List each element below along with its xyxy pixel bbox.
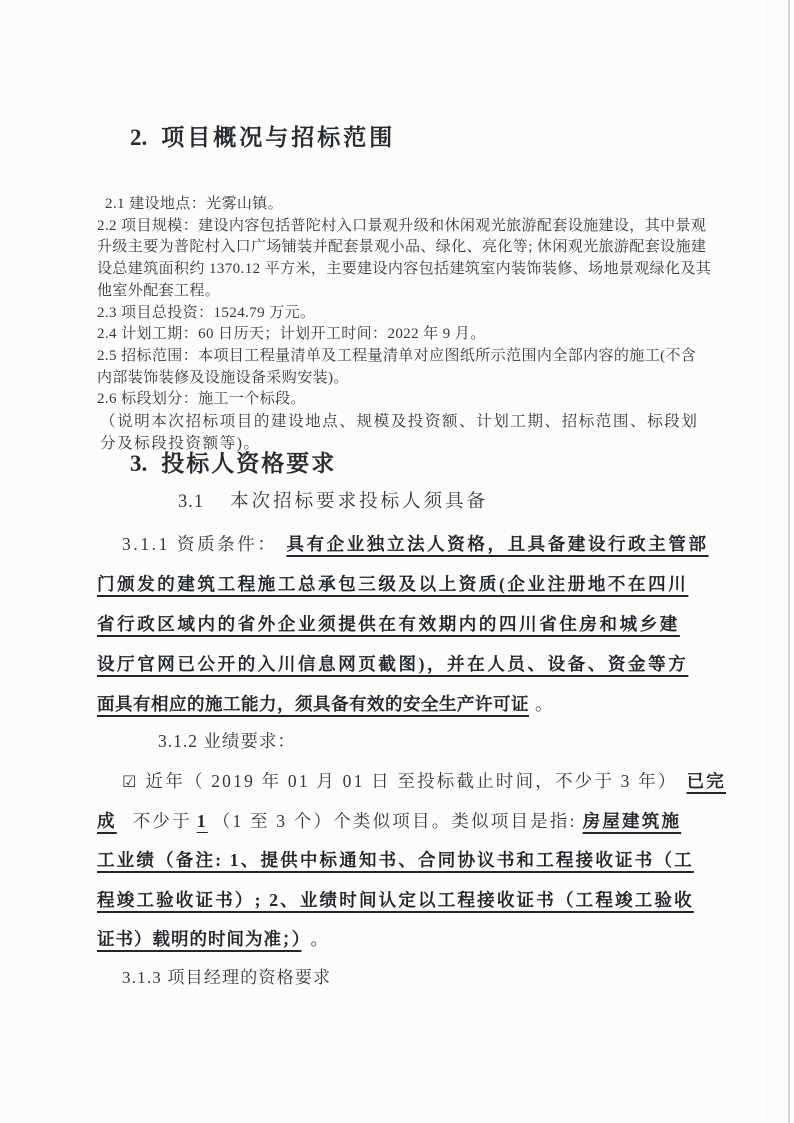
paragraph-line: 2.3 项目总投资：1524.79 万元。 bbox=[97, 304, 316, 321]
section-2-number: 2. bbox=[130, 125, 148, 150]
paragraph-line: 分及标段投资额等)。 bbox=[100, 434, 261, 452]
subsection-3-1-number: 3.1 bbox=[178, 492, 205, 512]
paragraph-line: 2.1 建设地点：光雾山镇。 bbox=[105, 196, 284, 212]
paragraph-line: 2.6 标段划分：施工一个标段。 bbox=[97, 391, 306, 408]
qualification-requirement-text: 门颁发的建筑工程施工总承包三级及以上资质(企业注册地不在四川 bbox=[97, 574, 689, 594]
paragraph-line: 升级主要为普陀村入口广场铺装并配套景观小品、绿化、亮化等; 休闲观光旅游配套设施建 bbox=[97, 239, 707, 256]
paragraph-line: 他室外配套工程。 bbox=[97, 282, 221, 299]
paragraph-line bbox=[97, 841, 726, 881]
paragraph-line bbox=[97, 564, 709, 604]
clause-3-1-3-heading: 3.1.3 项目经理的资格要求 bbox=[122, 968, 332, 987]
paragraph-line: 设总建筑面积约 1370.12 平方米，主要建设内容包括建筑室内装饰装修、场地景观绿化及其 bbox=[97, 261, 712, 278]
experience-requirement-bold: 工业绩（备注: 1、提供中标通知书、合同协议书和工程接收证书（工 bbox=[97, 850, 694, 870]
sentence-end: 。 bbox=[535, 694, 553, 714]
project-count-value: 1 bbox=[196, 810, 208, 831]
paragraph-line bbox=[97, 604, 709, 644]
scan-artifact-line bbox=[766, 0, 767, 1123]
section-3-title: 投标人资格要求 bbox=[161, 451, 337, 476]
clause-3-1-1 bbox=[97, 524, 709, 724]
experience-requirement-text: 近年（ 2019 年 01 月 01 日 至投标截止时间，不少于 3 年） bbox=[145, 771, 678, 791]
experience-requirement-bold: 已完 bbox=[686, 771, 726, 791]
experience-requirement-bold: 证书）载明的时间为准；） bbox=[97, 929, 302, 949]
scan-artifact-line bbox=[788, 0, 790, 1123]
paragraph-line bbox=[97, 802, 726, 842]
paragraph-line bbox=[97, 644, 709, 684]
qualification-requirement-text: 设厅官网已公开的入川信息网页截图)，并在人员、设备、资金等方 bbox=[97, 654, 689, 674]
paragraph-line: 2.5 招标范围：本项目工程量清单及工程量清单对应图纸所示范围内全部内容的施工(不含 bbox=[97, 347, 697, 364]
section-2-body bbox=[97, 194, 711, 454]
qualification-requirement-text: 面具有相应的施工能力，须具备有效的安全生产许可证 bbox=[97, 694, 529, 714]
experience-requirement-bold: 成 bbox=[97, 810, 117, 831]
experience-requirement-bold: 房屋建筑施 bbox=[582, 810, 682, 831]
sentence-end: 。 bbox=[310, 929, 329, 949]
qualification-requirement-text: 省行政区域内的省外企业须提供在有效期内的四川省住房和城乡建 bbox=[97, 614, 680, 634]
experience-requirement-text: 不少于 bbox=[132, 810, 192, 831]
experience-requirement-bold: 程竣工验收证书）; 2、业绩时间认定以工程接收证书（工程竣工验收 bbox=[97, 889, 694, 910]
paragraph-line bbox=[97, 684, 709, 724]
section-2-title: 项目概况与招标范围 bbox=[161, 125, 396, 150]
section-3-heading bbox=[130, 449, 336, 479]
clause-3-1-2 bbox=[97, 762, 726, 960]
paragraph-line bbox=[97, 762, 726, 802]
paragraph-line: 2.4 计划工期：60 日历天；计划开工时间：2022 年 9 月。 bbox=[97, 326, 486, 343]
paragraph-line bbox=[97, 881, 726, 921]
subsection-3-1-text: 本次招标要求投标人须具备 bbox=[230, 492, 489, 512]
paragraph-line bbox=[97, 920, 726, 960]
qualification-requirement-text: 具有企业独立法人资格，且具备建设行政主管部 bbox=[286, 534, 709, 554]
section-3-number: 3. bbox=[130, 451, 148, 476]
paragraph-line: （说明本次招标项目的建设地点、规模及投资额、计划工期、招标范围、标段划 bbox=[100, 413, 699, 431]
subsection-3-1 bbox=[178, 489, 488, 515]
paragraph-line: 2.2 项目规模：建设内容包括普陀村入口景观升级和休闲观光旅游配套设施建设，其中景观 bbox=[97, 217, 707, 234]
paragraph-line: 内部装饰装修及设施设备采购安装)。 bbox=[97, 369, 349, 386]
paragraph-line bbox=[97, 524, 709, 564]
checked-checkbox-icon: ☑ bbox=[122, 772, 139, 791]
clause-3-1-1-label: 3.1.1 资质条件： bbox=[122, 534, 278, 554]
experience-requirement-text: （1 至 3 个）个类似项目。类似项目是指: bbox=[212, 810, 577, 831]
section-2-heading bbox=[130, 123, 395, 153]
clause-3-1-2-heading: 3.1.2 业绩要求： bbox=[158, 731, 296, 751]
